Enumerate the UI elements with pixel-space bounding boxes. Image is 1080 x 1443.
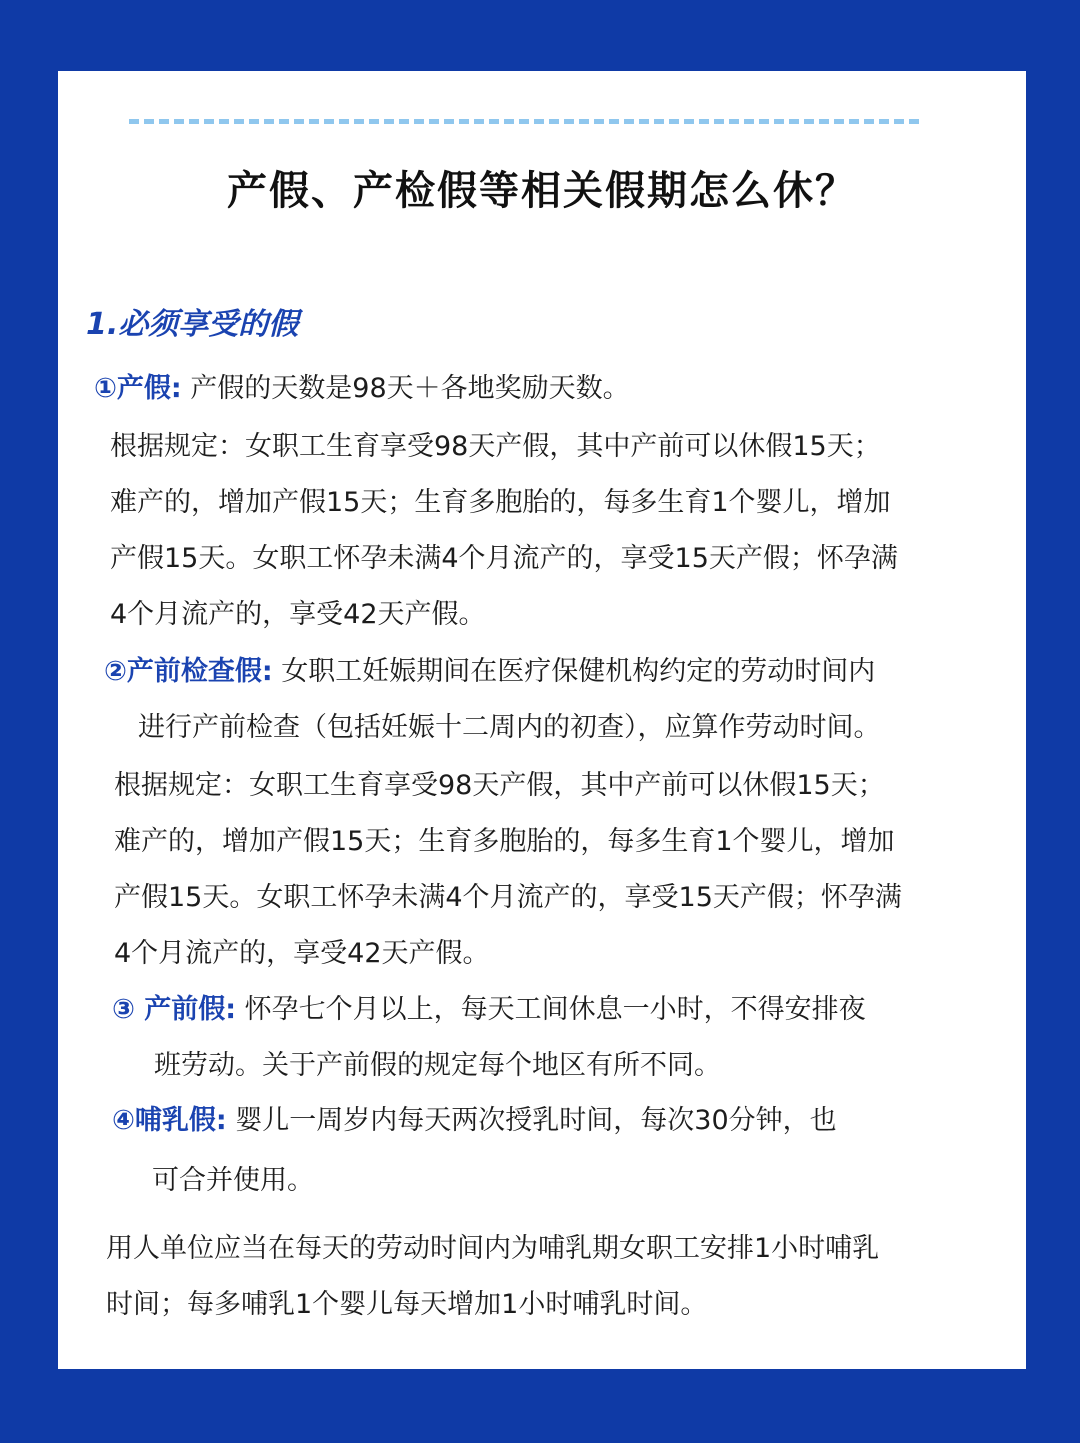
note-line: 产假15天。女职工怀孕未满4个月流产的，享受15天产假；怀孕满	[114, 882, 902, 913]
note-line: 难产的，增加产假15天；生育多胞胎的，每多生育1个婴儿，增加	[110, 487, 891, 518]
footer-line: 用人单位应当在每天的劳动时间内为哺乳期女职工安排1小时哺乳	[106, 1233, 880, 1264]
item-text-continued: 班劳动。关于产前假的规定每个地区有所不同。	[154, 1050, 721, 1081]
item-label: ①产假:	[94, 373, 182, 404]
page-title: 产假、产检假等相关假期怎么休？	[227, 168, 857, 214]
item-maternity-leave	[94, 371, 630, 407]
item-text: 婴儿一周岁内每天两次授乳时间，每次30分钟，也	[235, 1105, 837, 1136]
item-text: 怀孕七个月以上，每天工间休息一小时，不得安排夜	[244, 994, 866, 1025]
decorative-dashed-line	[129, 119, 919, 124]
item-text: 女职工妊娠期间在医疗保健机构约定的劳动时间内	[281, 656, 876, 687]
note-line: 4个月流产的，享受42天产假。	[110, 599, 486, 630]
note-line: 难产的，增加产假15天；生育多胞胎的，每多生育1个婴儿，增加	[114, 826, 895, 857]
note-line: 4个月流产的，享受42天产假。	[114, 938, 490, 969]
item-label: ④哺乳假:	[112, 1105, 227, 1136]
item-text-continued: 进行产前检查（包括妊娠十二周内的初查），应算作劳动时间。	[138, 712, 881, 743]
content-card	[58, 71, 1026, 1369]
section-heading: 1.必须享受的假	[86, 307, 299, 342]
item-text-continued: 可合并使用。	[152, 1165, 314, 1196]
item-prenatal-checkup-leave	[104, 654, 875, 690]
note-line: 根据规定：女职工生育享受98天产假，其中产前可以休假15天；	[110, 431, 881, 462]
footer-line: 时间；每多哺乳1个婴儿每天增加1小时哺乳时间。	[106, 1289, 708, 1320]
note-line: 根据规定：女职工生育享受98天产假，其中产前可以休假15天；	[114, 770, 885, 801]
item-label: ③ 产前假:	[112, 994, 237, 1025]
note-line: 产假15天。女职工怀孕未满4个月流产的，享受15天产假；怀孕满	[110, 543, 898, 574]
item-prenatal-leave	[112, 992, 866, 1028]
item-label: ②产前检查假:	[104, 656, 273, 687]
item-text: 产假的天数是98天＋各地奖励天数。	[190, 373, 630, 404]
item-nursing-leave	[112, 1103, 837, 1139]
